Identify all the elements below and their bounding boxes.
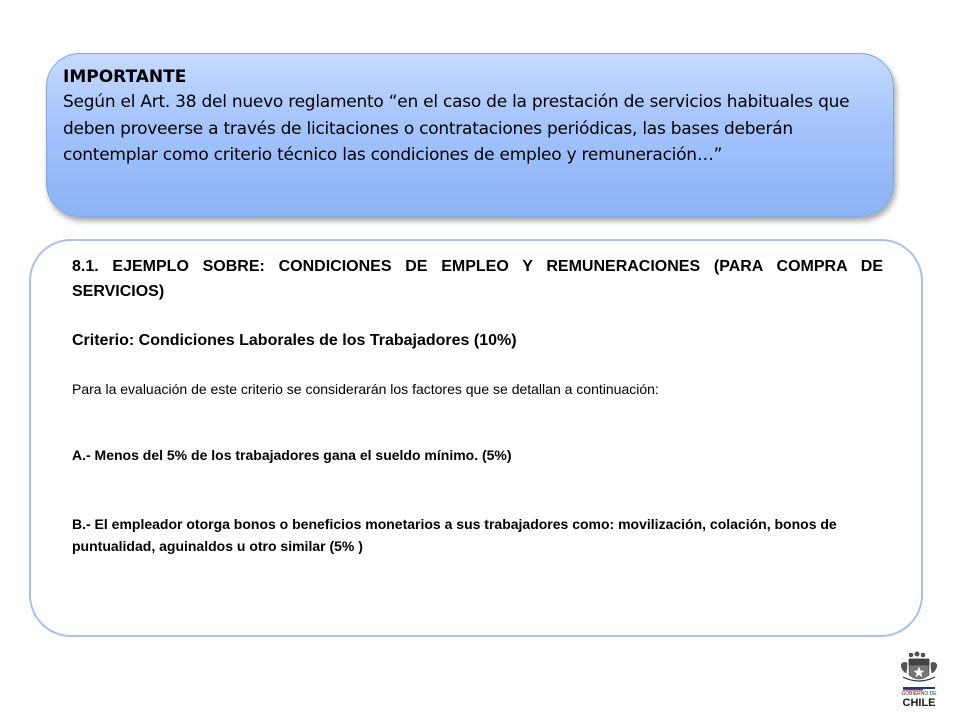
gobierno-de-chile-logo	[893, 651, 945, 709]
factor-b: B.- El empleador otorga bonos o beneficios monetarios a sus trabajadores como: movilización, colación, bonos de puntualidad, aguinaldos u otro similar (5% )	[72, 516, 837, 554]
coat-of-arms-icon	[893, 651, 945, 709]
important-text: Según el Art. 38 del nuevo reglamento “en el caso de la prestación de servicios habituales que deben proveerse a través de licitaciones o contrataciones periódicas, las bases deberán contemplar como criterio técnico las condiciones de empleo y remuneración…”	[63, 92, 850, 165]
criterio-title: Criterio: Condiciones Laborales de los Trabajadores (10%)	[72, 332, 517, 349]
example-content	[72, 254, 883, 554]
example-heading: 8.1. EJEMPLO SOBRE: CONDICIONES DE EMPLEO Y REMUNERACIONES (PARA COMPRA DE SERVICIOS)	[72, 258, 883, 300]
logo-line2: CHILE	[902, 697, 936, 709]
important-callout	[46, 53, 894, 217]
factor-a: A.- Menos del 5% de los trabajadores gana el sueldo mínimo. (5%)	[72, 447, 512, 463]
criterio-intro: Para la evaluación de este criterio se considerarán los factores que se detallan a continuación:	[72, 381, 659, 397]
logo-line1: GOBIERNO DE	[901, 691, 937, 697]
important-title: IMPORTANTE	[63, 67, 187, 87]
